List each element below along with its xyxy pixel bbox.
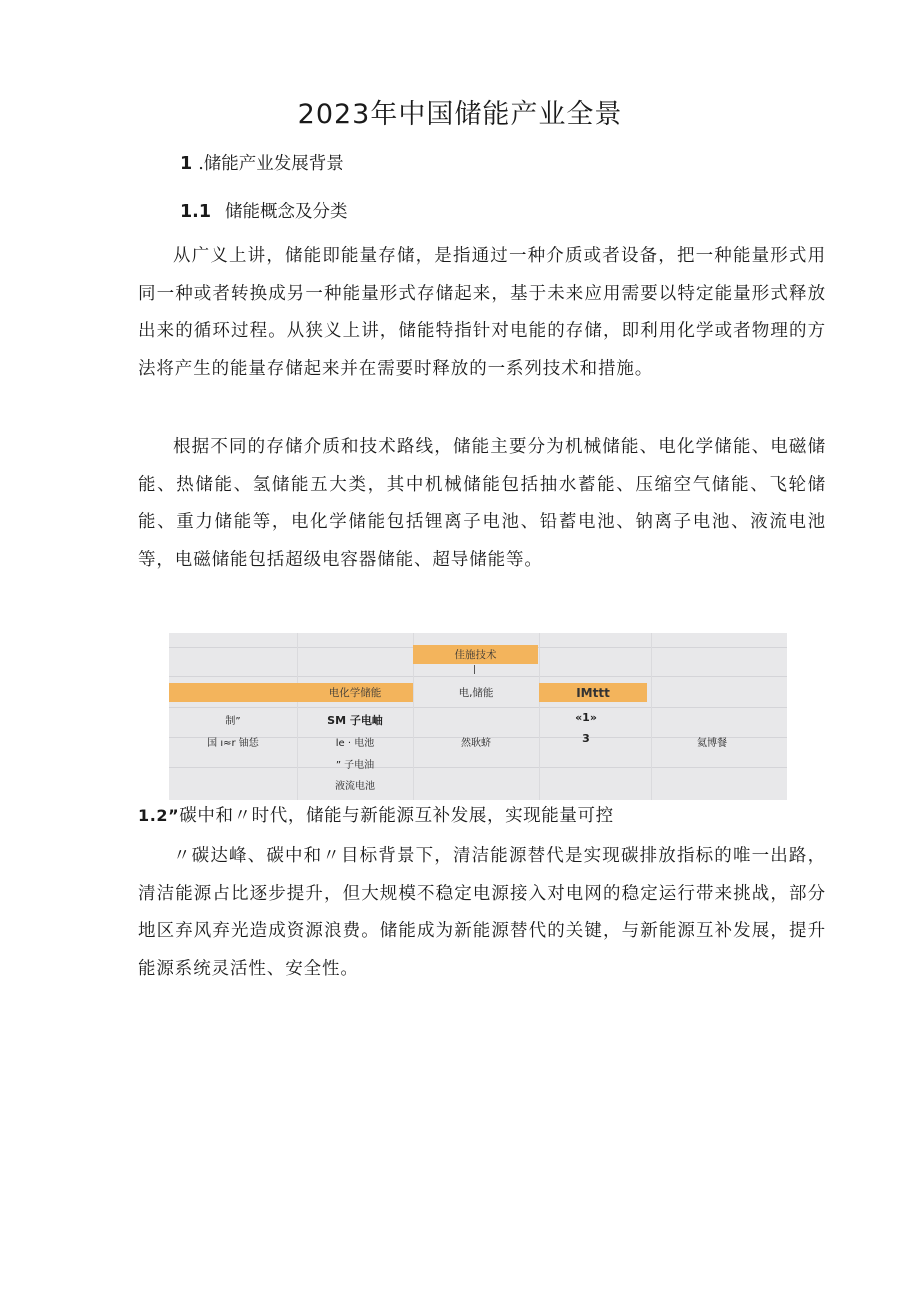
category-mechanical: [169, 683, 297, 702]
electrochemical-item: 液流电池: [335, 781, 375, 792]
thermal-item: 3: [582, 732, 590, 745]
mechanical-item: 制”: [225, 716, 241, 727]
grid-line: [169, 707, 787, 708]
grid-line: [169, 767, 787, 768]
page-title: 2023年中国储能产业全景: [297, 99, 623, 130]
category-electromagnetic: 电,储能: [458, 687, 494, 699]
electrochemical-item: [300, 712, 410, 728]
category-electrochemical: 电化学储能: [297, 683, 413, 702]
paragraph-carbon-neutral: 〃碳达峰、碳中和〃目标背景下，清洁能源替代是实现碳排放指标的唯一出路，清洁能源占比逐步提升，但大规模不稳定电源接入对电网的稳定运行带来挑战，部分地区弃风弃光造成资源浪费。储能成为新能源替代的关键，与新能源互补发展，提升能源系统灵活性、安全性。: [138, 846, 826, 979]
electrochemical-item: ” 子电油: [335, 760, 375, 771]
section-label: 储能概念及分类: [225, 202, 348, 222]
section-heading-1: [180, 150, 344, 175]
section-number: 1.2”: [138, 806, 180, 825]
root-node: 佳施技术: [413, 645, 538, 664]
item-text: SM 子电岫: [327, 714, 383, 727]
grid-line: [169, 676, 787, 677]
section-heading-1-1: [180, 198, 348, 223]
thermal-item: «1»: [575, 711, 597, 724]
paragraph-definition: 从广义上讲，储能即能量存储，是指通过一种介质或者设备，把一种能量形式用同一种或者转换成另一种能量形式存储起来，基于未来应用需要以特定能量形式释放出来的循环过程。从狭义上讲，储能特指针对电能的存储，即利用化学或者物理的方法将产生的能量存储起来并在需要时释放的一系列技术和措施。: [138, 246, 826, 379]
root-connector: [474, 665, 475, 674]
mechanical-item: 国 ı≈r 铀恁: [207, 738, 259, 749]
grid-column-line: [297, 633, 298, 800]
storage-classification-diagram: [169, 633, 787, 800]
paragraph-classification: 根据不同的存储介质和技术路线，储能主要分为机械储能、电化学储能、电磁储能、热储能、氢储能五大类，其中机械储能包括抽水蓄能、压缩空气储能、飞轮储能、重力储能等，电化学储能包括锂离子电池、铅蓄电池、钠离子电池、液流电池等，电磁储能包括超级电容器储能、超导储能等。: [138, 437, 826, 570]
section-label: 碳中和〃时代，储能与新能源互补发展，实现能量可控: [179, 806, 614, 826]
section-number: 1.1: [180, 202, 212, 222]
grid-column-line: [651, 633, 652, 800]
section-heading-1-2: [138, 802, 614, 827]
category-thermal: IMttt: [539, 683, 647, 702]
hydrogen-item: 氦博餐: [697, 738, 727, 749]
section-number: 1: [180, 154, 193, 174]
electromagnetic-item: 然耿蛴: [461, 738, 491, 749]
section-label: .储能产业发展背景: [198, 154, 344, 174]
electrochemical-item: le · 电池: [335, 738, 375, 749]
